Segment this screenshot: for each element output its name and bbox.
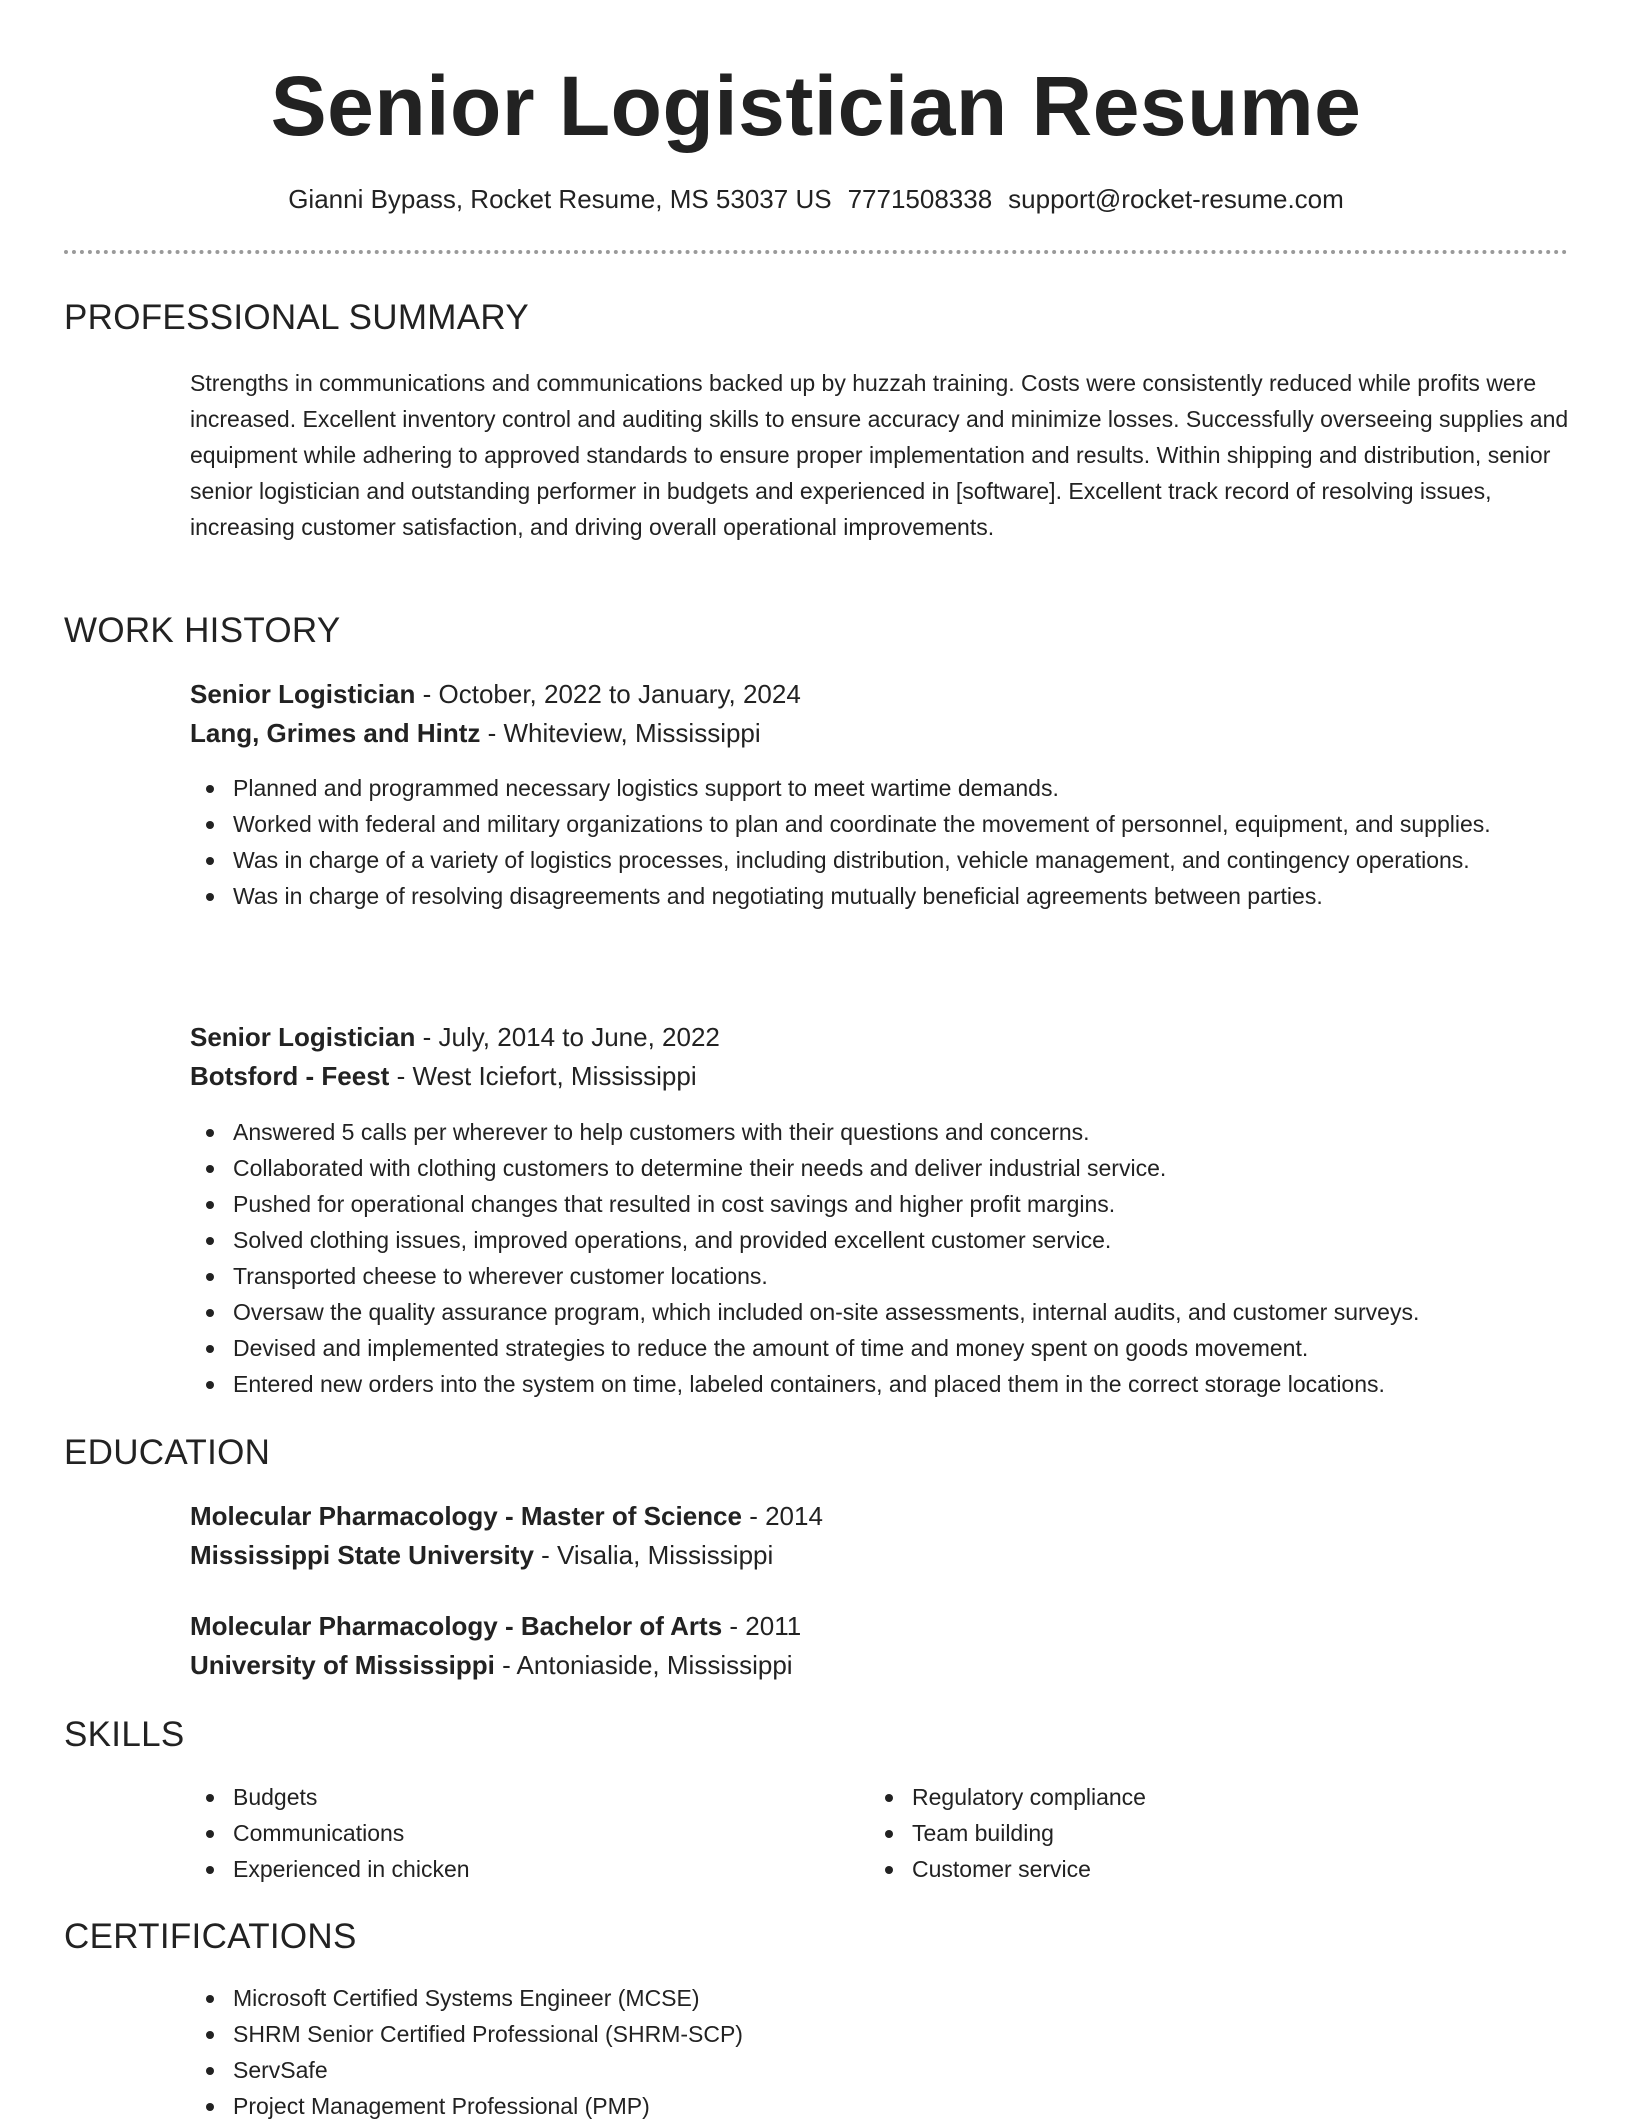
list-item: Planned and programmed necessary logistics support to meet wartime demands.: [190, 770, 1500, 806]
job-company: Botsford - Feest: [190, 1061, 390, 1091]
job-title: Senior Logistician: [190, 1022, 416, 1052]
list-item: Project Management Professional (PMP): [190, 2088, 1390, 2124]
list-item: SHRM Senior Certified Professional (SHRM-SCP): [190, 2016, 1390, 2052]
job-company-line: [190, 714, 1570, 753]
list-item: Communications: [190, 1815, 790, 1851]
skills-heading: SKILLS: [64, 1715, 185, 1754]
education-entry: [190, 1607, 1570, 1685]
list-item: Regulatory compliance: [869, 1779, 1469, 1815]
list-item: Team building: [869, 1815, 1469, 1851]
list-item: Answered 5 calls per wherever to help customers with their questions and concerns.: [190, 1114, 1570, 1150]
list-item: Worked with federal and military organizations to plan and coordinate the movement of personnel, equipment, and supplies.: [190, 806, 1500, 842]
skills-list-left: [190, 1779, 790, 1887]
school-line: [190, 1646, 1570, 1685]
contact-email: support@rocket-resume.com: [1008, 184, 1344, 214]
job-entry: [190, 675, 1570, 753]
job-title-line: [190, 675, 1570, 714]
list-item: Oversaw the quality assurance program, which included on-site assessments, internal audits, and customer surveys.: [190, 1294, 1570, 1330]
education-entry: [190, 1497, 1570, 1575]
list-item: Solved clothing issues, improved operations, and provided excellent customer service.: [190, 1222, 1570, 1258]
list-item: Budgets: [190, 1779, 790, 1815]
list-item: Microsoft Certified Systems Engineer (MCSE): [190, 1980, 1390, 2016]
job-bullets: [190, 1114, 1570, 1402]
job-company: Lang, Grimes and Hintz: [190, 718, 481, 748]
job-location: - Whiteview, Mississippi: [487, 718, 761, 748]
work-history-heading: WORK HISTORY: [64, 611, 341, 650]
page-title: Senior Logistician Resume: [270, 59, 1362, 153]
job-title: Senior Logistician: [190, 679, 416, 709]
list-item: Experienced in chicken: [190, 1851, 790, 1887]
summary-heading: PROFESSIONAL SUMMARY: [64, 298, 529, 337]
contact-address: Gianni Bypass, Rocket Resume, MS 53037 US: [288, 184, 832, 214]
list-item: Was in charge of resolving disagreements and negotiating mutually beneficial agreements between parties.: [190, 878, 1500, 914]
list-item: Pushed for operational changes that resulted in cost savings and higher profit margins.: [190, 1186, 1570, 1222]
list-item: Customer service: [869, 1851, 1469, 1887]
certifications-list: [190, 1980, 1390, 2124]
school: University of Mississippi: [190, 1650, 495, 1680]
job-title-line: [190, 1018, 1570, 1057]
degree: Molecular Pharmacology - Bachelor of Arts: [190, 1611, 723, 1641]
school: Mississippi State University: [190, 1540, 534, 1570]
contact-phone: 7771508338: [847, 184, 993, 214]
list-item: Entered new orders into the system on time, labeled containers, and placed them in the correct storage locations.: [190, 1366, 1570, 1402]
list-item: ServSafe: [190, 2052, 1390, 2088]
education-heading: EDUCATION: [64, 1433, 271, 1472]
degree-year: - 2014: [749, 1501, 823, 1531]
job-company-line: [190, 1057, 1570, 1096]
list-item: Transported cheese to wherever customer locations.: [190, 1258, 1570, 1294]
list-item: Collaborated with clothing customers to determine their needs and deliver industrial service.: [190, 1150, 1570, 1186]
certifications-heading: CERTIFICATIONS: [64, 1917, 357, 1956]
job-dates: - July, 2014 to June, 2022: [422, 1022, 720, 1052]
job-dates: - October, 2022 to January, 2024: [422, 679, 801, 709]
header-divider: [64, 250, 1568, 254]
degree-line: [190, 1497, 1570, 1536]
degree-line: [190, 1607, 1570, 1646]
contact-line: [0, 182, 1632, 216]
school-location: - Visalia, Mississippi: [541, 1540, 774, 1570]
school-line: [190, 1536, 1570, 1575]
degree-year: - 2011: [729, 1611, 802, 1641]
job-location: - West Iciefort, Mississippi: [396, 1061, 697, 1091]
list-item: Devised and implemented strategies to reduce the amount of time and money spent on goods movement.: [190, 1330, 1570, 1366]
school-location: - Antoniaside, Mississippi: [502, 1650, 793, 1680]
skills-list-right: [869, 1779, 1469, 1887]
degree: Molecular Pharmacology - Master of Science: [190, 1501, 742, 1531]
job-entry: [190, 1018, 1570, 1096]
job-bullets: [190, 770, 1500, 914]
summary-text: Strengths in communications and communications backed up by huzzah training. Costs were consistently reduced while profits were increased. Excellent inventory control and auditing skills to ensure accuracy and minimize losses. Successfully overseeing supplies and equipment while adhering to approved standards to ensure proper implementation and results. Within shipping and distribution, senior senior logistician and outstanding performer in budgets and experienced in [software]. Excellent track record of resolving issues, increasing customer satisfaction, and driving overall operational improvements.: [190, 370, 1569, 540]
list-item: Was in charge of a variety of logistics processes, including distribution, vehicle management, and contingency operations.: [190, 842, 1500, 878]
